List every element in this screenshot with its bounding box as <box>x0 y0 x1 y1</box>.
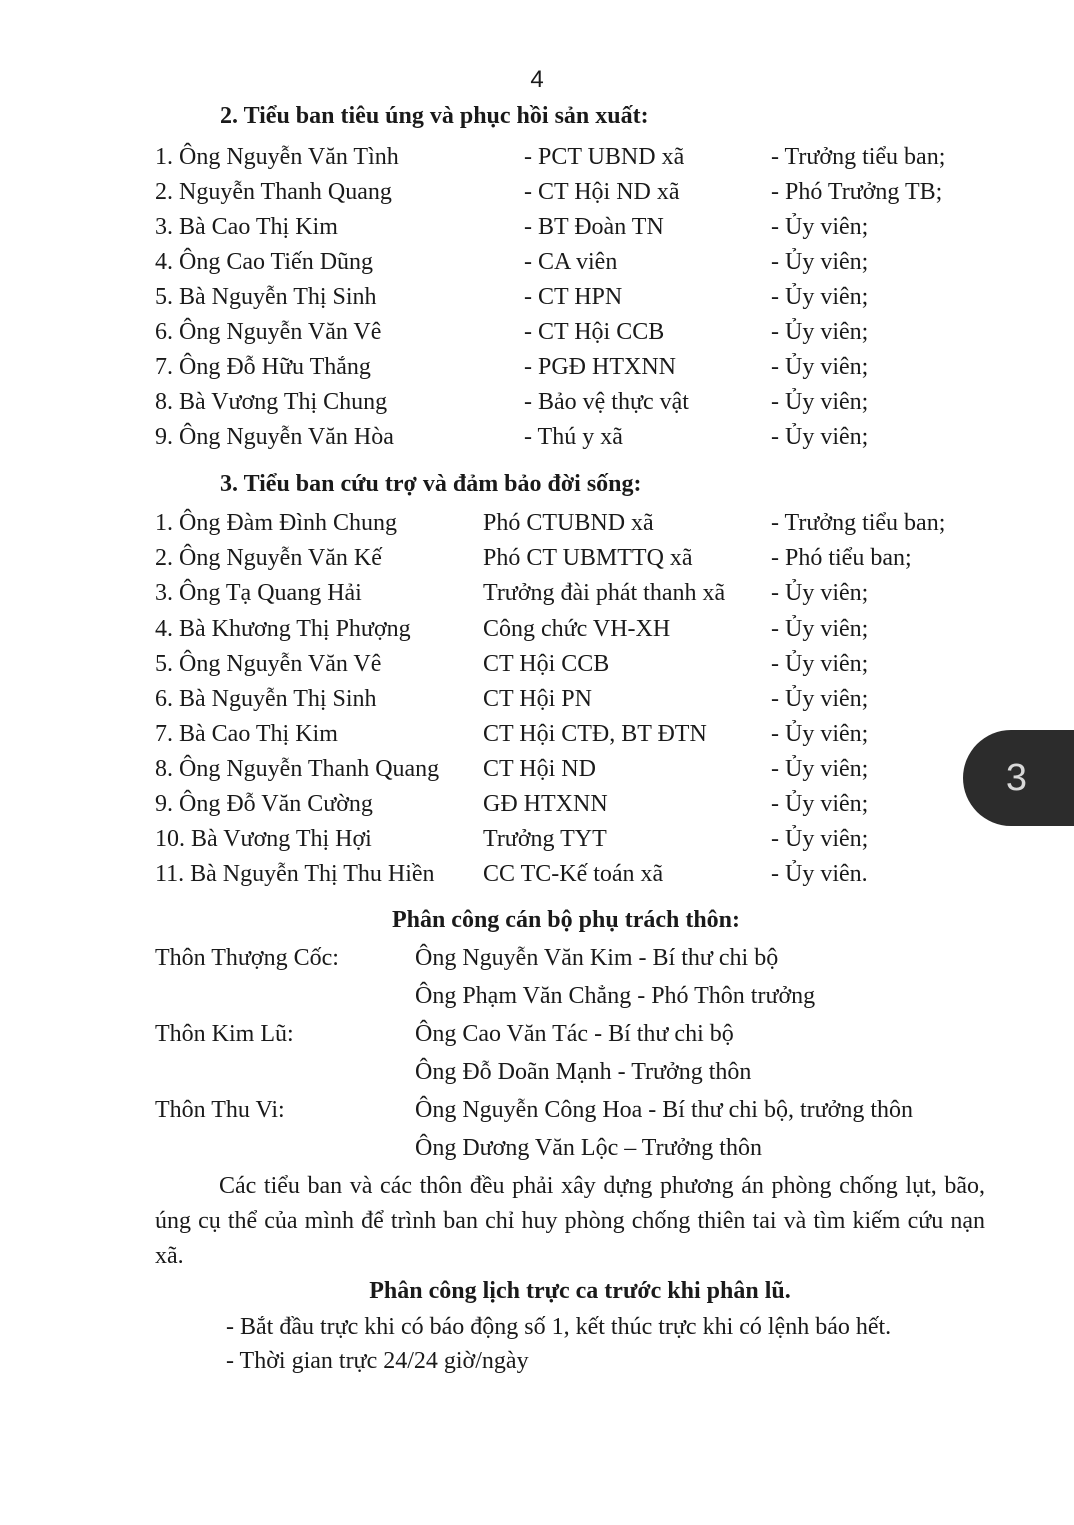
village-name: Thôn Thượng Cốc: <box>155 945 339 971</box>
member-row <box>0 144 1074 178</box>
member-position: - Thú y xã <box>524 424 623 450</box>
member-position: - PCT UBND xã <box>524 144 685 170</box>
member-role: - Ủy viên; <box>771 319 869 345</box>
village-officer: Ông Nguyễn Công Hoa - Bí thư chi bộ, trưởng thôn <box>415 1097 913 1123</box>
member-role: - Ủy viên; <box>771 580 869 606</box>
member-row <box>0 756 1074 790</box>
village-officer: Ông Phạm Văn Chẳng - Phó Thôn trưởng <box>415 983 816 1009</box>
village-name: Thôn Thu Vi: <box>155 1097 285 1123</box>
village-row <box>0 1021 1074 1055</box>
member-row <box>0 721 1074 755</box>
member-position: GĐ HTXNN <box>483 791 608 817</box>
member-role: - Ủy viên; <box>771 389 869 415</box>
member-position: - CT Hội ND xã <box>524 179 680 205</box>
member-row <box>0 826 1074 860</box>
member-role: - Ủy viên; <box>771 424 869 450</box>
member-role: - Ủy viên; <box>771 721 869 747</box>
page-indicator-number: 3 <box>1005 756 1028 799</box>
member-name: 11. Bà Nguyễn Thị Thu Hiền <box>155 861 435 887</box>
member-row <box>0 651 1074 685</box>
member-row <box>0 686 1074 720</box>
member-name: 3. Bà Cao Thị Kim <box>155 214 338 240</box>
member-row <box>0 354 1074 388</box>
member-position: Trưởng đài phát thanh xã <box>483 580 726 606</box>
member-role: - Ủy viên; <box>771 826 869 852</box>
village-row <box>0 1135 1074 1169</box>
village-row <box>0 945 1074 979</box>
body-paragraph <box>155 1169 985 1274</box>
member-name: 6. Bà Nguyễn Thị Sinh <box>155 686 377 712</box>
member-position: Trưởng TYT <box>483 826 607 852</box>
member-name: 3. Ông Tạ Quang Hải <box>155 580 362 606</box>
member-position: CT Hội CCB <box>483 651 610 677</box>
member-name: 9. Ông Đỗ Văn Cường <box>155 791 373 817</box>
member-name: 5. Bà Nguyễn Thị Sinh <box>155 284 377 310</box>
member-role: - Ủy viên; <box>771 354 869 380</box>
member-row <box>0 389 1074 423</box>
member-position: CT Hội ND <box>483 756 596 782</box>
member-position: - PGĐ HTXNN <box>524 354 676 380</box>
member-position: - CT Hội CCB <box>524 319 665 345</box>
member-position: CT Hội PN <box>483 686 592 712</box>
member-role: - Ủy viên; <box>771 756 869 782</box>
member-name: 5. Ông Nguyễn Văn Vê <box>155 651 382 677</box>
member-role: - Ủy viên; <box>771 249 869 275</box>
member-name: 7. Ông Đỗ Hữu Thắng <box>155 354 371 380</box>
member-role: - Trưởng tiểu ban; <box>771 144 946 170</box>
member-row <box>0 249 1074 283</box>
village-name: Thôn Kim Lũ: <box>155 1021 294 1047</box>
member-name: 6. Ông Nguyễn Văn Vê <box>155 319 382 345</box>
member-row <box>0 510 1074 544</box>
duty-item: - Thời gian trực 24/24 giờ/ngày <box>226 1348 529 1374</box>
member-row <box>0 791 1074 825</box>
member-role: - Ủy viên; <box>771 616 869 642</box>
village-officer: Ông Cao Văn Tác - Bí thư chi bộ <box>415 1021 734 1047</box>
member-row <box>0 284 1074 318</box>
member-name: 2. Ông Nguyễn Văn Kế <box>155 545 382 571</box>
page-indicator-badge[interactable] <box>963 730 1074 826</box>
member-position: - Bảo vệ thực vật <box>524 389 689 415</box>
section2-heading: 2. Tiểu ban tiêu úng và phục hồi sản xuất: <box>220 103 649 129</box>
member-row <box>0 616 1074 650</box>
member-position: - BT Đoàn TN <box>524 214 664 240</box>
village-officer: Ông Dương Văn Lộc – Trưởng thôn <box>415 1135 762 1161</box>
member-row <box>0 214 1074 248</box>
member-row <box>0 580 1074 614</box>
member-position: Phó CTUBND xã <box>483 510 654 536</box>
page-number: 4 <box>530 66 544 93</box>
member-role: - Ủy viên; <box>771 791 869 817</box>
village-row <box>0 1097 1074 1131</box>
member-role: - Trưởng tiểu ban; <box>771 510 946 536</box>
village-officer: Ông Đỗ Doãn Mạnh - Trưởng thôn <box>415 1059 752 1085</box>
village-row <box>0 983 1074 1017</box>
member-name: 8. Ông Nguyễn Thanh Quang <box>155 756 440 782</box>
member-position: - CA viên <box>524 249 618 275</box>
member-role: - Phó Trưởng TB; <box>771 179 943 205</box>
member-position: CT Hội CTĐ, BT ĐTN <box>483 721 707 747</box>
village-row <box>0 1059 1074 1093</box>
member-row <box>0 545 1074 579</box>
member-row <box>0 319 1074 353</box>
member-name: 7. Bà Cao Thị Kim <box>155 721 338 747</box>
member-row <box>0 424 1074 458</box>
member-position: - CT HPN <box>524 284 623 310</box>
member-name: 9. Ông Nguyễn Văn Hòa <box>155 424 394 450</box>
section3-heading: 3. Tiểu ban cứu trợ và đảm bảo đời sống: <box>220 471 642 497</box>
member-position: Công chức VH-XH <box>483 616 671 642</box>
member-name: 2. Nguyễn Thanh Quang <box>155 179 392 205</box>
member-name: 10. Bà Vương Thị Hợi <box>155 826 372 852</box>
paragraph-text: Các tiểu ban và các thôn đều phải xây dựng phương án phòng chống lụt, bão, úng cụ thể của mình để trình ban chỉ huy phòng chống thiên tai và tìm kiếm cứu nạn xã. <box>155 1173 985 1269</box>
duty-item: - Bắt đầu trực khi có báo động số 1, kết thúc trực khi có lệnh báo hết. <box>226 1314 892 1340</box>
member-role: - Ủy viên; <box>771 651 869 677</box>
village-officer: Ông Nguyễn Văn Kim - Bí thư chi bộ <box>415 945 779 971</box>
member-row <box>0 861 1074 895</box>
member-name: 1. Ông Đàm Đình Chung <box>155 510 397 536</box>
duty-schedule-heading: Phân công lịch trực ca trước khi phân lũ. <box>369 1278 791 1304</box>
member-role: - Ủy viên; <box>771 686 869 712</box>
member-role: - Ủy viên; <box>771 214 869 240</box>
member-position: Phó CT UBMTTQ xã <box>483 545 693 571</box>
member-position: CC TC-Kế toán xã <box>483 861 664 887</box>
member-row <box>0 179 1074 213</box>
member-role: - Ủy viên. <box>771 861 868 887</box>
member-name: 4. Bà Khương Thị Phượng <box>155 616 411 642</box>
member-role: - Phó tiểu ban; <box>771 545 912 571</box>
member-role: - Ủy viên; <box>771 284 869 310</box>
village-assignment-heading: Phân công cán bộ phụ trách thôn: <box>391 907 741 933</box>
member-name: 1. Ông Nguyễn Văn Tình <box>155 144 399 170</box>
member-name: 4. Ông Cao Tiến Dũng <box>155 249 374 275</box>
member-name: 8. Bà Vương Thị Chung <box>155 389 388 415</box>
